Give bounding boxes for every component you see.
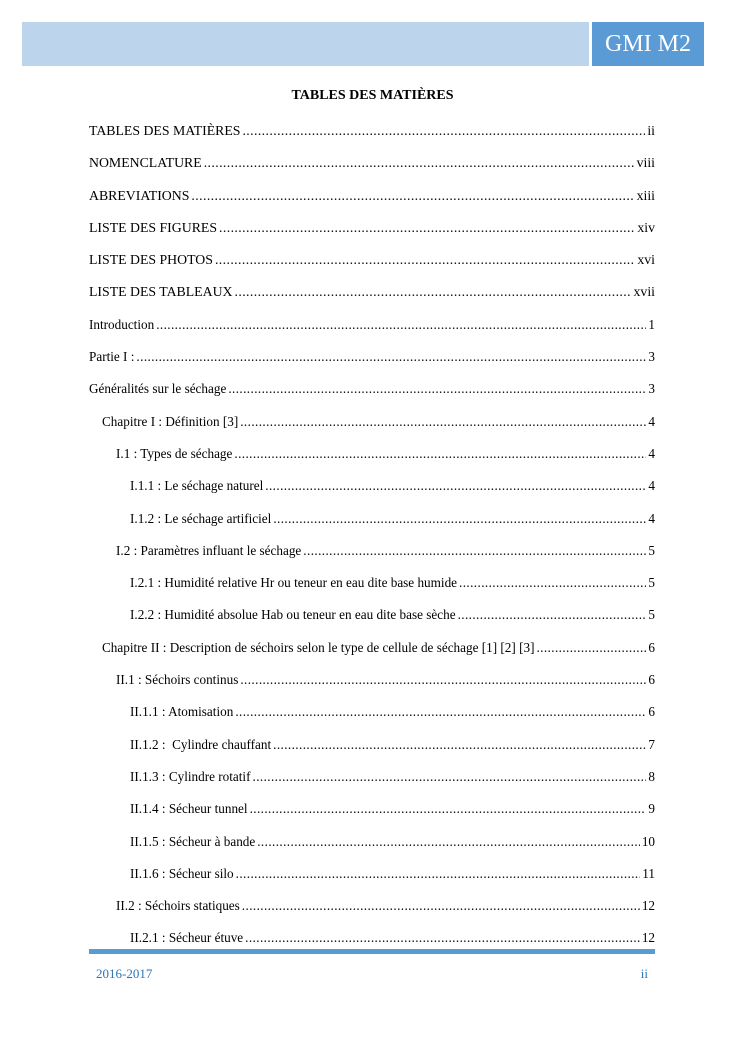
toc-entry[interactable] xyxy=(89,670,655,702)
toc-entry-label: I.2.1 : Humidité relative Hr ou teneur en eau dite base humide xyxy=(130,575,458,591)
toc-entry[interactable] xyxy=(89,121,655,153)
toc-entry-page: 12 xyxy=(641,930,655,946)
toc-entry-page: 6 xyxy=(648,672,655,688)
toc-entry-page: xvii xyxy=(633,284,655,300)
toc-entry[interactable] xyxy=(89,218,655,250)
toc-dot-leader xyxy=(236,864,641,884)
toc-entry[interactable] xyxy=(89,638,655,670)
toc-entry-label: LISTE DES PHOTOS xyxy=(89,252,213,268)
toc-dot-leader xyxy=(204,153,635,173)
toc-entry[interactable] xyxy=(89,347,655,379)
toc-entry-label: II.2.1 : Sécheur étuve xyxy=(130,930,244,946)
toc-entry[interactable] xyxy=(89,153,655,185)
toc-entry[interactable] xyxy=(89,767,655,799)
toc-entry-label: TABLES DES MATIÈRES xyxy=(89,123,241,138)
toc-entry-page: 7 xyxy=(648,736,655,752)
toc-entry[interactable] xyxy=(89,896,655,928)
footer-divider xyxy=(89,949,655,954)
toc-entry-label: NOMENCLATURE xyxy=(89,155,202,171)
toc-entry-label: II.2 : Séchoirs statiques xyxy=(116,898,240,914)
toc-entry-page: 3 xyxy=(648,349,655,365)
toc-entry[interactable] xyxy=(89,928,655,960)
toc-dot-leader xyxy=(191,186,634,206)
toc-dot-leader xyxy=(215,250,635,270)
toc-dot-leader xyxy=(136,347,646,367)
toc-entry-label: Partie I : xyxy=(89,349,135,365)
toc-entry[interactable] xyxy=(89,573,655,605)
toc-dot-leader xyxy=(273,735,646,755)
toc-entry[interactable] xyxy=(89,735,655,767)
toc-entry-page: 4 xyxy=(648,445,655,461)
toc-entry-label: Introduction xyxy=(89,316,155,332)
footer-page-number: ii xyxy=(640,966,648,981)
toc-entry-page: viii xyxy=(636,155,655,171)
toc-entry[interactable] xyxy=(89,864,655,896)
toc-dot-leader xyxy=(240,412,646,432)
toc-entry-label: Généralités sur le séchage xyxy=(89,381,227,397)
toc-entry-page: 5 xyxy=(648,607,655,623)
toc-entry-page: 6 xyxy=(648,639,655,655)
toc-dot-leader xyxy=(273,509,646,529)
toc-dot-leader xyxy=(536,638,646,658)
toc-entry-page: xvi xyxy=(637,252,655,268)
toc-entry[interactable] xyxy=(89,315,655,347)
toc-dot-leader xyxy=(257,832,640,852)
toc-dot-leader xyxy=(242,896,640,916)
toc-entry-page: 8 xyxy=(648,768,655,784)
toc-entry-page: 12 xyxy=(641,898,655,914)
toc-entry[interactable] xyxy=(89,702,655,734)
toc-entry-label: LISTE DES TABLEAUX xyxy=(89,284,233,300)
toc-entry-page: 5 xyxy=(648,542,655,558)
page-title: TABLES DES MATIÈRES xyxy=(291,88,454,103)
toc-entry[interactable] xyxy=(89,541,655,573)
toc-entry-label: II.1.2 : Cylindre chauffant xyxy=(130,736,272,752)
toc-dot-leader xyxy=(235,282,632,302)
toc-dot-leader xyxy=(250,799,647,819)
toc-dot-leader xyxy=(245,928,640,948)
toc-dot-leader xyxy=(459,573,646,593)
toc-entry-label: I.2 : Paramètres influant le séchage xyxy=(116,542,302,558)
toc-entry-label: I.1.2 : Le séchage artificiel xyxy=(130,510,272,526)
toc-entry-page: 6 xyxy=(648,704,655,720)
header-badge: GMI M2 xyxy=(592,22,704,66)
toc-dot-leader xyxy=(303,541,646,561)
header-bar xyxy=(22,22,589,66)
toc-dot-leader xyxy=(240,670,646,690)
toc-entry-page: 4 xyxy=(648,478,655,494)
toc-entry-label: II.1.1 : Atomisation xyxy=(130,704,234,720)
toc-entry-label: LISTE DES FIGURES xyxy=(89,219,218,235)
toc-entry-label: Chapitre I : Définition [3] xyxy=(102,413,239,429)
toc-dot-leader xyxy=(253,767,647,787)
toc-dot-leader xyxy=(156,315,646,335)
toc-entry-label: II.1.3 : Cylindre rotatif xyxy=(130,768,251,784)
toc-entry-label: II.1.4 : Sécheur tunnel xyxy=(130,801,248,817)
toc-dot-leader xyxy=(235,702,646,722)
toc-dot-leader xyxy=(228,379,646,399)
toc-entry-page: 4 xyxy=(648,510,655,526)
toc-entry-label: Chapitre II : Description de séchoirs selon le type de cellule de séchage [1] [2] [3] xyxy=(102,639,535,655)
toc-entry-label: II.1 : Séchoirs continus xyxy=(116,672,239,688)
toc-entry[interactable] xyxy=(89,605,655,637)
toc-entry[interactable] xyxy=(89,444,655,476)
toc-dot-leader xyxy=(234,444,646,464)
toc-entry[interactable] xyxy=(89,250,655,282)
toc-entry-page: 11 xyxy=(642,865,655,881)
toc-entry-label: I.1.1 : Le séchage naturel xyxy=(130,478,264,494)
toc-entry[interactable] xyxy=(89,282,655,314)
toc-entry[interactable] xyxy=(89,832,655,864)
toc-entry-page: xiv xyxy=(637,219,655,235)
toc-entry-label: I.1 : Types de séchage xyxy=(116,445,233,461)
toc-dot-leader xyxy=(265,476,646,496)
toc-entry-page: 4 xyxy=(648,413,655,429)
toc-entry[interactable] xyxy=(89,186,655,218)
toc-dot-leader xyxy=(458,605,647,625)
toc-dot-leader xyxy=(242,121,645,141)
toc-entry-page: ii xyxy=(647,123,655,138)
toc-entry-label: II.1.5 : Sécheur à bande xyxy=(130,833,256,849)
toc-entry-label: II.1.6 : Sécheur silo xyxy=(130,865,234,881)
toc-entry-page: xiii xyxy=(636,187,655,203)
toc-entry-page: 1 xyxy=(648,316,655,332)
toc-entry[interactable] xyxy=(89,412,655,444)
toc-entry-page: 3 xyxy=(648,381,655,397)
toc-entry[interactable] xyxy=(89,799,655,831)
toc-entry-label: I.2.2 : Humidité absolue Hab ou teneur en eau dite base sèche xyxy=(130,607,456,623)
toc-entry-page: 9 xyxy=(648,801,655,817)
toc-entry[interactable] xyxy=(89,476,655,508)
toc-entry-page: 10 xyxy=(641,833,655,849)
table-of-contents xyxy=(89,121,655,961)
toc-dot-leader xyxy=(219,218,635,238)
toc-entry[interactable] xyxy=(89,379,655,411)
footer-year: 2016-2017 xyxy=(96,966,153,981)
toc-entry-page: 5 xyxy=(648,575,655,591)
toc-entry-label: ABREVIATIONS xyxy=(89,187,190,203)
toc-entry[interactable] xyxy=(89,509,655,541)
